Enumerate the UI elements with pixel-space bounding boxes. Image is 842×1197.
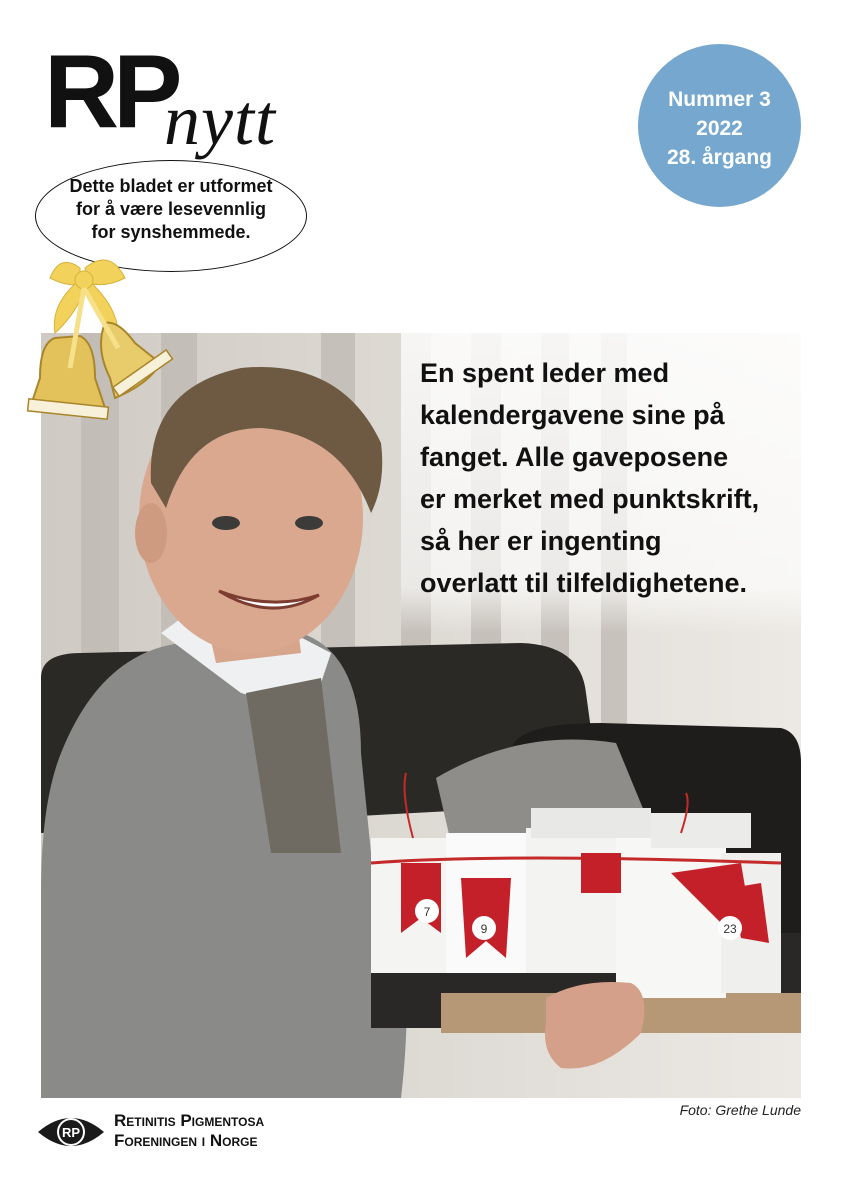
caption-line: fanget. Alle gaveposene [420,442,729,472]
issue-number: Nummer 3 [668,88,771,111]
bubble-line: for synshemmede. [91,222,251,242]
issue-year: 2022 [696,117,743,140]
gift-bag [531,808,651,838]
christmas-bells-icon [0,248,190,448]
org-name [114,1111,264,1151]
photo-credit: Foto: Grethe Lunde [679,1102,801,1118]
bag-number: 23 [723,922,737,936]
ear [135,503,167,563]
bubble-line: for å være lesevennlig [75,199,267,219]
issue-volume: 28. årgang [666,146,773,169]
bell-left [28,336,109,419]
org-emblem: RP [61,1125,81,1140]
gift-tag [581,853,621,893]
gift-bag [526,828,621,973]
caption-line: er merket med punktskrift, [420,484,760,514]
caption-line: kalendergavene sine på [420,400,725,430]
issue-badge [638,44,801,207]
caption-line: overlatt til tilfeldighetene. [420,568,748,598]
eye-right [295,516,323,530]
gift-bag [651,813,751,848]
caption-line: En spent leder med [420,358,670,388]
eye-left [212,516,240,530]
bag-number: 7 [423,905,431,919]
caption-line: så her er ingenting [420,526,662,556]
bag-number: 9 [480,922,488,936]
logo-nytt: nytt [164,80,276,160]
photo-caption [420,352,800,604]
org-name-line1: Retinitis Pigmentosa [114,1111,265,1130]
eye-icon [36,1112,106,1152]
bubble-line: Dette bladet er utformet [69,176,273,196]
logo-rp: RP [44,34,177,150]
org-name-line2: Foreningen i Norge [114,1131,258,1150]
cardigan [41,633,407,1098]
